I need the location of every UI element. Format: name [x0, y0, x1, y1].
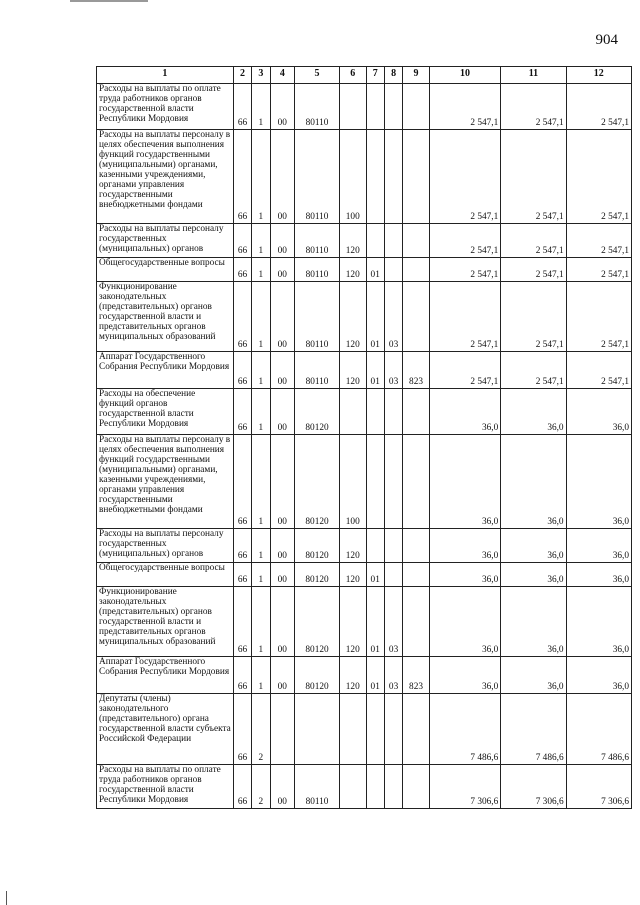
row-cell-v11: 2 547,1 — [501, 282, 566, 352]
row-cell-v11: 7 306,6 — [501, 765, 566, 809]
row-cell-c3: 2 — [252, 694, 270, 765]
table-row — [97, 389, 632, 435]
row-cell-v11: 36,0 — [501, 563, 566, 587]
row-cell-c7: 01 — [366, 587, 384, 657]
row-cell-c7 — [366, 84, 384, 130]
row-cell-v12: 2 547,1 — [566, 282, 631, 352]
row-cell-c9 — [403, 224, 430, 258]
row-cell-c2: 66 — [233, 224, 251, 258]
table-row — [97, 130, 632, 224]
row-cell-c3: 1 — [252, 352, 270, 389]
row-cell-c9 — [403, 587, 430, 657]
row-cell-c2: 66 — [233, 282, 251, 352]
row-cell-c2: 66 — [233, 352, 251, 389]
row-cell-v10: 36,0 — [429, 563, 500, 587]
row-cell-v11: 36,0 — [501, 529, 566, 563]
row-cell-v10: 36,0 — [429, 657, 500, 694]
row-cell-c5: 80120 — [295, 435, 340, 529]
table-row — [97, 587, 632, 657]
row-cell-c8 — [384, 258, 402, 282]
row-cell-c7 — [366, 765, 384, 809]
row-name: Расходы на выплаты по оплате труда работников органов государственной власти Республики Мордовия — [99, 84, 221, 125]
row-cell-c8 — [384, 694, 402, 765]
row-cell-c2: 66 — [233, 529, 251, 563]
row-name-cell — [97, 258, 234, 282]
row-cell-v11: 36,0 — [501, 587, 566, 657]
row-cell-c4: 00 — [270, 765, 295, 809]
row-cell-c6: 120 — [339, 258, 366, 282]
row-cell-c3: 1 — [252, 84, 270, 130]
row-cell-v10: 2 547,1 — [429, 130, 500, 224]
row-name: Функционирование законодательных (представительных) органов государственной власти и представительных органов муниципальных образований — [99, 587, 216, 648]
row-name: Аппарат Государственного Собрания Республики Мордовия — [99, 352, 230, 373]
row-name-cell — [97, 657, 234, 694]
row-cell-c4: 00 — [270, 352, 295, 389]
page-number: 904 — [595, 32, 618, 48]
row-cell-c6: 120 — [339, 282, 366, 352]
row-cell-c6: 120 — [339, 587, 366, 657]
row-cell-v12: 36,0 — [566, 435, 631, 529]
row-cell-c2: 66 — [233, 258, 251, 282]
row-cell-c5: 80110 — [295, 84, 340, 130]
row-cell-v11: 7 486,6 — [501, 694, 566, 765]
row-cell-c9 — [403, 435, 430, 529]
row-cell-c2: 66 — [233, 694, 251, 765]
row-cell-v12: 2 547,1 — [566, 224, 631, 258]
budget-table — [96, 66, 632, 809]
row-cell-c9: 823 — [403, 352, 430, 389]
row-cell-c4: 00 — [270, 563, 295, 587]
row-name-cell — [97, 587, 234, 657]
row-cell-c4: 00 — [270, 130, 295, 224]
column-header: 12 — [566, 67, 631, 84]
row-cell-v10: 7 486,6 — [429, 694, 500, 765]
column-header: 3 — [252, 67, 270, 84]
row-cell-c3: 1 — [252, 389, 270, 435]
row-name-cell — [97, 130, 234, 224]
column-header: 5 — [295, 67, 340, 84]
row-name-cell — [97, 224, 234, 258]
row-cell-c5: 80110 — [295, 224, 340, 258]
row-cell-c6 — [339, 389, 366, 435]
row-cell-c3: 2 — [252, 765, 270, 809]
row-cell-c4: 00 — [270, 224, 295, 258]
row-name: Депутаты (члены) законодательного (представительного) органа государственной власти субъекта Российской Федерации — [99, 694, 231, 745]
row-name-cell — [97, 389, 234, 435]
row-cell-c6 — [339, 765, 366, 809]
row-cell-v12: 36,0 — [566, 587, 631, 657]
row-cell-c3: 1 — [252, 435, 270, 529]
row-cell-c5: 80120 — [295, 563, 340, 587]
row-cell-c4: 00 — [270, 587, 295, 657]
scan-edge-mark — [6, 891, 7, 905]
column-header: 2 — [233, 67, 251, 84]
row-cell-c3: 1 — [252, 563, 270, 587]
row-cell-c8: 03 — [384, 587, 402, 657]
row-name: Функционирование законодательных (представительных) органов государственной власти и представительных органов муниципальных образований — [99, 282, 216, 343]
row-cell-v11: 2 547,1 — [501, 84, 566, 130]
row-cell-c6: 100 — [339, 130, 366, 224]
row-name-cell — [97, 84, 234, 130]
table-row — [97, 529, 632, 563]
row-cell-c2: 66 — [233, 587, 251, 657]
row-cell-c6: 120 — [339, 224, 366, 258]
row-cell-c9 — [403, 529, 430, 563]
row-cell-v10: 36,0 — [429, 587, 500, 657]
row-cell-c7 — [366, 529, 384, 563]
row-cell-c5: 80110 — [295, 765, 340, 809]
table-row — [97, 563, 632, 587]
row-name: Расходы на выплаты персоналу в целях обеспечения выполнения функций государственными (муниципальными) органами, казенными учреждениями, органами управления государственными внебюджетными фондами — [99, 435, 231, 516]
table-row — [97, 435, 632, 529]
row-cell-c4: 00 — [270, 84, 295, 130]
column-header: 6 — [339, 67, 366, 84]
row-cell-c5 — [295, 694, 340, 765]
row-cell-c6: 100 — [339, 435, 366, 529]
row-cell-c2: 66 — [233, 389, 251, 435]
row-name-cell — [97, 529, 234, 563]
row-cell-c3: 1 — [252, 282, 270, 352]
row-cell-c3: 1 — [252, 529, 270, 563]
row-name: Расходы на обеспечение функций органов государственной власти Республики Мордовия — [99, 389, 196, 430]
table-body — [97, 84, 632, 809]
row-cell-c9 — [403, 130, 430, 224]
table-row — [97, 352, 632, 389]
row-cell-c8 — [384, 529, 402, 563]
row-name-cell — [97, 563, 234, 587]
table-row — [97, 258, 632, 282]
row-cell-c8 — [384, 130, 402, 224]
row-cell-c4: 00 — [270, 435, 295, 529]
row-cell-c9 — [403, 84, 430, 130]
row-name: Общегосударственные вопросы — [99, 258, 225, 268]
row-cell-c5: 80120 — [295, 657, 340, 694]
row-cell-c9: 823 — [403, 657, 430, 694]
row-cell-v11: 36,0 — [501, 435, 566, 529]
row-cell-c2: 66 — [233, 435, 251, 529]
row-cell-c6 — [339, 84, 366, 130]
row-cell-c8 — [384, 563, 402, 587]
scan-edge-mark — [70, 0, 148, 2]
row-name-cell — [97, 352, 234, 389]
row-cell-c6: 120 — [339, 529, 366, 563]
row-cell-c5: 80120 — [295, 389, 340, 435]
row-cell-v10: 2 547,1 — [429, 224, 500, 258]
row-cell-v12: 36,0 — [566, 657, 631, 694]
row-cell-c4: 00 — [270, 389, 295, 435]
column-header: 1 — [97, 67, 234, 84]
row-cell-v10: 36,0 — [429, 435, 500, 529]
table-row — [97, 84, 632, 130]
row-cell-c7: 01 — [366, 657, 384, 694]
row-cell-c8: 03 — [384, 657, 402, 694]
row-name: Расходы на выплаты персоналу в целях обеспечения выполнения функций государственными (муниципальными) органами, казенными учреждениями, органами управления государственными внебюджетными фондами — [99, 130, 231, 211]
row-cell-v10: 36,0 — [429, 529, 500, 563]
table-row — [97, 224, 632, 258]
row-cell-c8: 03 — [384, 352, 402, 389]
row-cell-v11: 2 547,1 — [501, 130, 566, 224]
row-cell-c9 — [403, 389, 430, 435]
row-cell-c9 — [403, 765, 430, 809]
row-cell-c3: 1 — [252, 258, 270, 282]
table-header-row — [97, 67, 632, 84]
row-cell-c9 — [403, 694, 430, 765]
row-cell-c7 — [366, 130, 384, 224]
row-cell-v12: 7 486,6 — [566, 694, 631, 765]
row-cell-c6: 120 — [339, 352, 366, 389]
row-cell-c4 — [270, 694, 295, 765]
row-cell-v10: 2 547,1 — [429, 352, 500, 389]
row-cell-c5: 80110 — [295, 282, 340, 352]
row-cell-c2: 66 — [233, 657, 251, 694]
column-header: 4 — [270, 67, 295, 84]
row-cell-c6 — [339, 694, 366, 765]
row-cell-v11: 2 547,1 — [501, 258, 566, 282]
row-cell-c7: 01 — [366, 258, 384, 282]
row-cell-c7 — [366, 224, 384, 258]
row-cell-c2: 66 — [233, 130, 251, 224]
row-cell-c4: 00 — [270, 258, 295, 282]
column-header: 8 — [384, 67, 402, 84]
row-cell-v11: 36,0 — [501, 389, 566, 435]
row-name-cell — [97, 282, 234, 352]
row-name-cell — [97, 435, 234, 529]
row-cell-c3: 1 — [252, 130, 270, 224]
row-cell-c7: 01 — [366, 352, 384, 389]
row-cell-v12: 2 547,1 — [566, 130, 631, 224]
column-header: 10 — [429, 67, 500, 84]
row-cell-c9 — [403, 563, 430, 587]
row-cell-c4: 00 — [270, 657, 295, 694]
row-cell-c6: 120 — [339, 563, 366, 587]
row-cell-v10: 7 306,6 — [429, 765, 500, 809]
row-name: Расходы на выплаты персоналу государственных (муниципальных) органов — [99, 224, 224, 255]
row-cell-v12: 2 547,1 — [566, 84, 631, 130]
row-name-cell — [97, 765, 234, 809]
row-cell-c5: 80120 — [295, 587, 340, 657]
row-cell-c4: 00 — [270, 529, 295, 563]
row-cell-c2: 66 — [233, 563, 251, 587]
row-cell-c7 — [366, 435, 384, 529]
table-row — [97, 694, 632, 765]
row-name-cell — [97, 694, 234, 765]
row-cell-c9 — [403, 258, 430, 282]
row-name: Расходы на выплаты по оплате труда работников органов государственной власти Республики Мордовия — [99, 765, 221, 806]
row-cell-c5: 80120 — [295, 529, 340, 563]
row-cell-c8 — [384, 435, 402, 529]
column-header: 9 — [403, 67, 430, 84]
row-cell-c3: 1 — [252, 587, 270, 657]
row-name: Общегосударственные вопросы — [99, 563, 225, 573]
row-cell-c7: 01 — [366, 282, 384, 352]
row-cell-c2: 66 — [233, 765, 251, 809]
row-cell-c2: 66 — [233, 84, 251, 130]
row-cell-c8 — [384, 224, 402, 258]
row-cell-c5: 80110 — [295, 130, 340, 224]
table-row — [97, 657, 632, 694]
row-cell-c8 — [384, 84, 402, 130]
row-cell-c3: 1 — [252, 224, 270, 258]
row-cell-v12: 2 547,1 — [566, 258, 631, 282]
row-cell-c7 — [366, 389, 384, 435]
row-cell-v12: 2 547,1 — [566, 352, 631, 389]
row-cell-v10: 2 547,1 — [429, 84, 500, 130]
column-header: 11 — [501, 67, 566, 84]
row-cell-c4: 00 — [270, 282, 295, 352]
row-cell-v12: 36,0 — [566, 389, 631, 435]
row-cell-v11: 2 547,1 — [501, 352, 566, 389]
row-cell-c7: 01 — [366, 563, 384, 587]
row-cell-c7 — [366, 694, 384, 765]
table-row — [97, 282, 632, 352]
row-cell-c8: 03 — [384, 282, 402, 352]
row-cell-c6: 120 — [339, 657, 366, 694]
row-cell-c5: 80110 — [295, 352, 340, 389]
row-name: Расходы на выплаты персоналу государственных (муниципальных) органов — [99, 529, 224, 560]
row-cell-v11: 2 547,1 — [501, 224, 566, 258]
row-cell-c5: 80110 — [295, 258, 340, 282]
row-cell-c3: 1 — [252, 657, 270, 694]
row-cell-v12: 36,0 — [566, 529, 631, 563]
row-cell-v12: 7 306,6 — [566, 765, 631, 809]
row-cell-c8 — [384, 389, 402, 435]
row-name: Аппарат Государственного Собрания Республики Мордовия — [99, 657, 230, 678]
column-header: 7 — [366, 67, 384, 84]
row-cell-c9 — [403, 282, 430, 352]
row-cell-v12: 36,0 — [566, 563, 631, 587]
table-row — [97, 765, 632, 809]
row-cell-v10: 36,0 — [429, 389, 500, 435]
row-cell-v11: 36,0 — [501, 657, 566, 694]
row-cell-v10: 2 547,1 — [429, 258, 500, 282]
row-cell-v10: 2 547,1 — [429, 282, 500, 352]
row-cell-c8 — [384, 765, 402, 809]
